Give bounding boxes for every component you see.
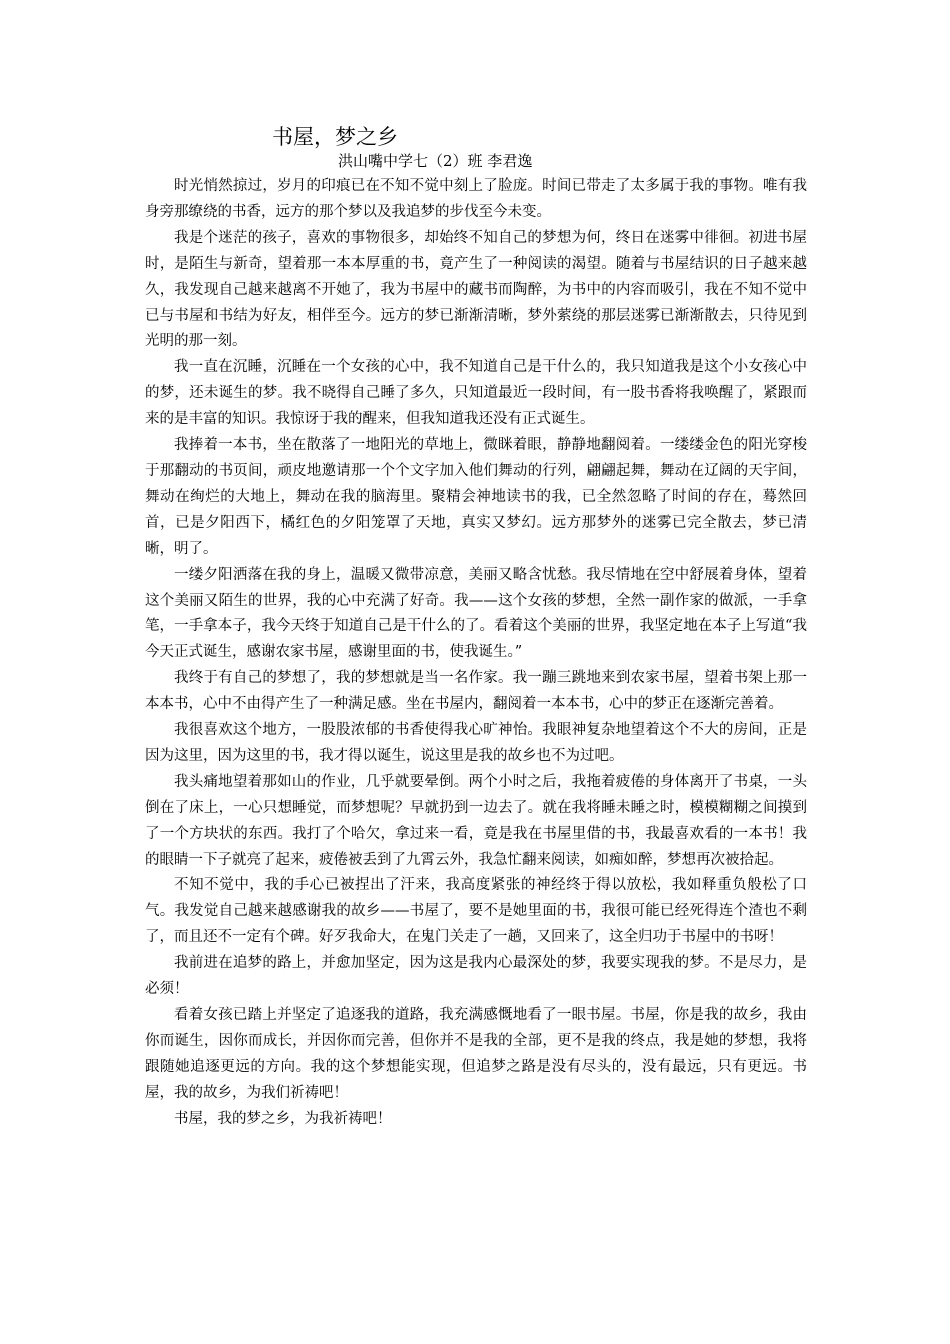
paragraph-4: 我捧着一本书，坐在散落了一地阳光的草地上，微眯着眼，静静地翻阅着。一缕缕金色的阳光穿梭于那翻动的书页间，顽皮地邀请那一个个文字加入他们舞动的行列，翩翩起舞，舞动在辽阔的天宇间，舞动在绚烂的大地上，舞动在我的脑海里。聚精会神地读书的我，已全然忽略了时间的存在，蓦然回首，已是夕阳西下，橘红色的夕阳笼罩了天地，真实又梦幻。远方那梦外的迷雾已完全散去，梦已清晰，明了。 [145, 437, 807, 557]
paragraph-9: 不知不觉中，我的手心已被捏出了汗来，我高度紧张的神经终于得以放松，我如释重负般松了口气。我发觉自己越来越感谢我的故乡——书屋了，要不是她里面的书，我很可能已经死得连个渣也不剩了，而且还不一定有个碑。好歹我命大，在鬼门关走了一趟，又回来了，这全归功于书屋中的书呀！ [145, 877, 807, 946]
paragraph-8: 我头痛地望着那如山的作业，几乎就要晕倒。两个小时之后，我拖着疲倦的身体离开了书桌，一头倒在了床上，一心只想睡觉，而梦想呢？早就扔到一边去了。就在我将睡未睡之时，模模糊糊之间摸到了一个方块状的东西。我打了个哈欠，拿过来一看，竟是我在书屋里借的书，我最喜欢看的一本书！我的眼睛一下子就亮了起来，疲倦被丢到了九霄云外，我急忙翻来阅读，如痴如醉，梦想再次被拾起。 [145, 773, 807, 868]
paragraph-12: 书屋，我的梦之乡，为我祈祷吧！ [174, 1110, 392, 1127]
paragraph-5: 一缕夕阳洒落在我的身上，温暖又微带凉意，美丽又略含忧愁。我尽情地在空中舒展着身体，望着这个美丽又陌生的世界，我的心中充满了好奇。我——这个女孩的梦想，全然一副作家的做派，一手拿笔，一手拿本子，我今天终于知道自己是干什么的了。看着这个美丽的世界，我坚定地在本子上写道“我今天正式诞生，感谢农家书屋，感谢里面的书，使我诞生。” [145, 566, 807, 661]
paragraph-11: 看着女孩已踏上并坚定了追逐我的道路，我充满感慨地看了一眼书屋。书屋，你是我的故乡，我由你而诞生，因你而成长，并因你而完善，但你并不是我的全部，更不是我的终点，我是她的梦想，我将跟随她追逐更远的方向。我的这个梦想能实现，但追梦之路是没有尽头的，没有最远，只有更远。书屋，我的故乡，为我们祈祷吧！ [145, 1007, 807, 1101]
paragraph-2: 我是个迷茫的孩子，喜欢的事物很多，却始终不知自己的梦想为何，终日在迷雾中徘徊。初进书屋时，是陌生与新奇，望着那一本本厚重的书，竟产生了一种阅读的渴望。随着与书屋结识的日子越来越久，我发现自己越来越离不开她了，我为书屋中的藏书而陶醉，为书中的内容而吸引，我在不知不觉中已与书屋和书结为好友，相伴至今。远方的梦已渐渐清晰，梦外萦绕的那层迷雾已渐渐散去，只待见到光明的那一刻。 [145, 229, 807, 350]
document-body [145, 174, 807, 1133]
paragraph-10: 我前进在追梦的路上，并愈加坚定，因为这是我内心最深处的梦，我要实现我的梦。不是尽力，是必须！ [145, 955, 807, 998]
document-author-line: 洪山嘴中学七（2）班 李君逸 [338, 152, 533, 170]
paragraph-7: 我很喜欢这个地方，一股股浓郁的书香使得我心旷神怡。我眼神复杂地望着这个不大的房间，正是因为这里，因为这里的书，我才得以诞生，说这里是我的故乡也不为过吧。 [145, 722, 807, 764]
paragraph-6: 我终于有自己的梦想了，我的梦想就是当一名作家。我一蹦三跳地来到农家书屋，望着书架上那一本本书，心中不由得产生了一种满足感。坐在书屋内，翻阅着一本本书，心中的梦正在逐渐完善着。 [145, 670, 807, 713]
document-title: 书屋，梦之乡 [272, 125, 398, 149]
paragraph-3: 我一直在沉睡，沉睡在一个女孩的心中，我不知道自己是干什么的，我只知道我是这个小女孩心中的梦，还未诞生的梦。我不晓得自己睡了多久，只知道最近一段时间，有一股书香将我唤醒了，紧跟而来的是丰富的知识。我惊讶于我的醒来，但我知道我还没有正式诞生。 [145, 359, 807, 428]
paragraph-1: 时光悄然掠过，岁月的印痕已在不知不觉中刻上了脸庞。时间已带走了太多属于我的事物。唯有我身旁那缭绕的书香，远方的那个梦以及我追梦的步伐至今未变。 [145, 178, 807, 220]
